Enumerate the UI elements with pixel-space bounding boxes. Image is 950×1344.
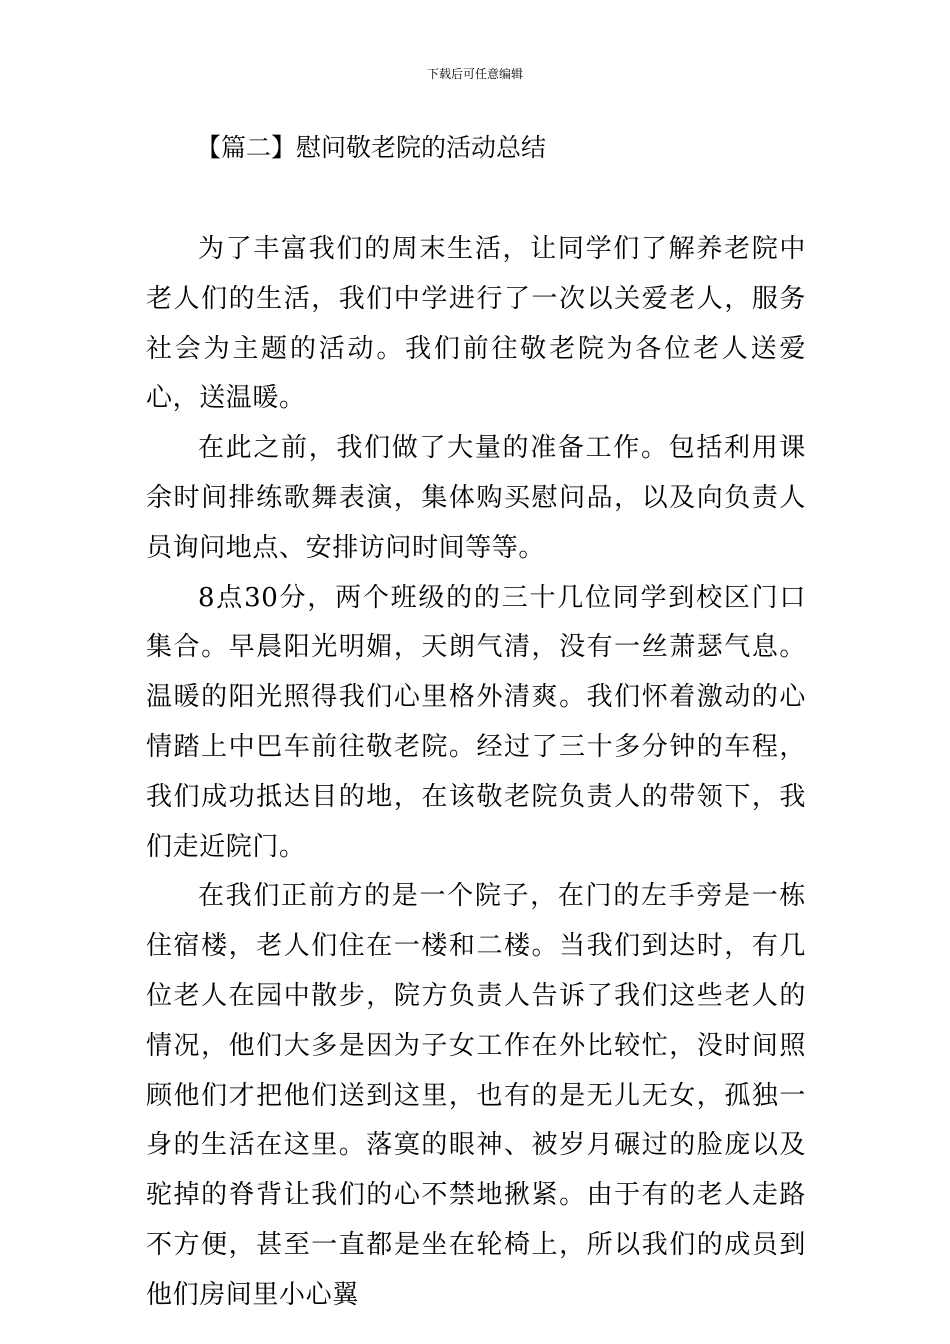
document-body (146, 225, 806, 1321)
paragraph: 在我们正前方的是一个院子，在门的左手旁是一栋住宿楼，老人们住在一楼和二楼。当我们到达时，有几位老人在园中散步，院方负责人告诉了我们这些老人的情况，他们大多是因为子女工作在外比较忙，没时间照顾他们才把他们送到这里，也有的是无儿无女，孤独一身的生活在这里。落寞的眼神、被岁月碾过的脸庞以及驼掉的脊背让我们的心不禁地揪紧。由于有的老人走路不方便，甚至一直都是坐在轮椅上，所以我们的成员到他们房间里小心翼 (146, 881, 806, 1310)
header-note: 下载后可任意编辑 (426, 67, 523, 81)
document-title: 【篇二】慰问敬老院的活动总结 (196, 133, 547, 162)
paragraph: 在此之前，我们做了大量的准备工作。包括利用课余时间排练歌舞表演，集体购买慰问品，以及向负责人员询问地点、安排访问时间等等。 (146, 433, 806, 563)
paragraph: 8点30分，两个班级的的三十几位同学到校区门口集合。早晨阳光明媚，天朗气清，没有一丝萧瑟气息。温暖的阳光照得我们心里格外清爽。我们怀着激动的心情踏上中巴车前往敬老院。经过了三十多分钟的车程，我们成功抵达目的地，在该敬老院负责人的带领下，我们走近院门。 (146, 582, 806, 862)
paragraph: 为了丰富我们的周末生活，让同学们了解养老院中老人们的生活，我们中学进行了一次以关爱老人，服务社会为主题的活动。我们前往敬老院为各位老人送爱心，送温暖。 (146, 234, 806, 414)
